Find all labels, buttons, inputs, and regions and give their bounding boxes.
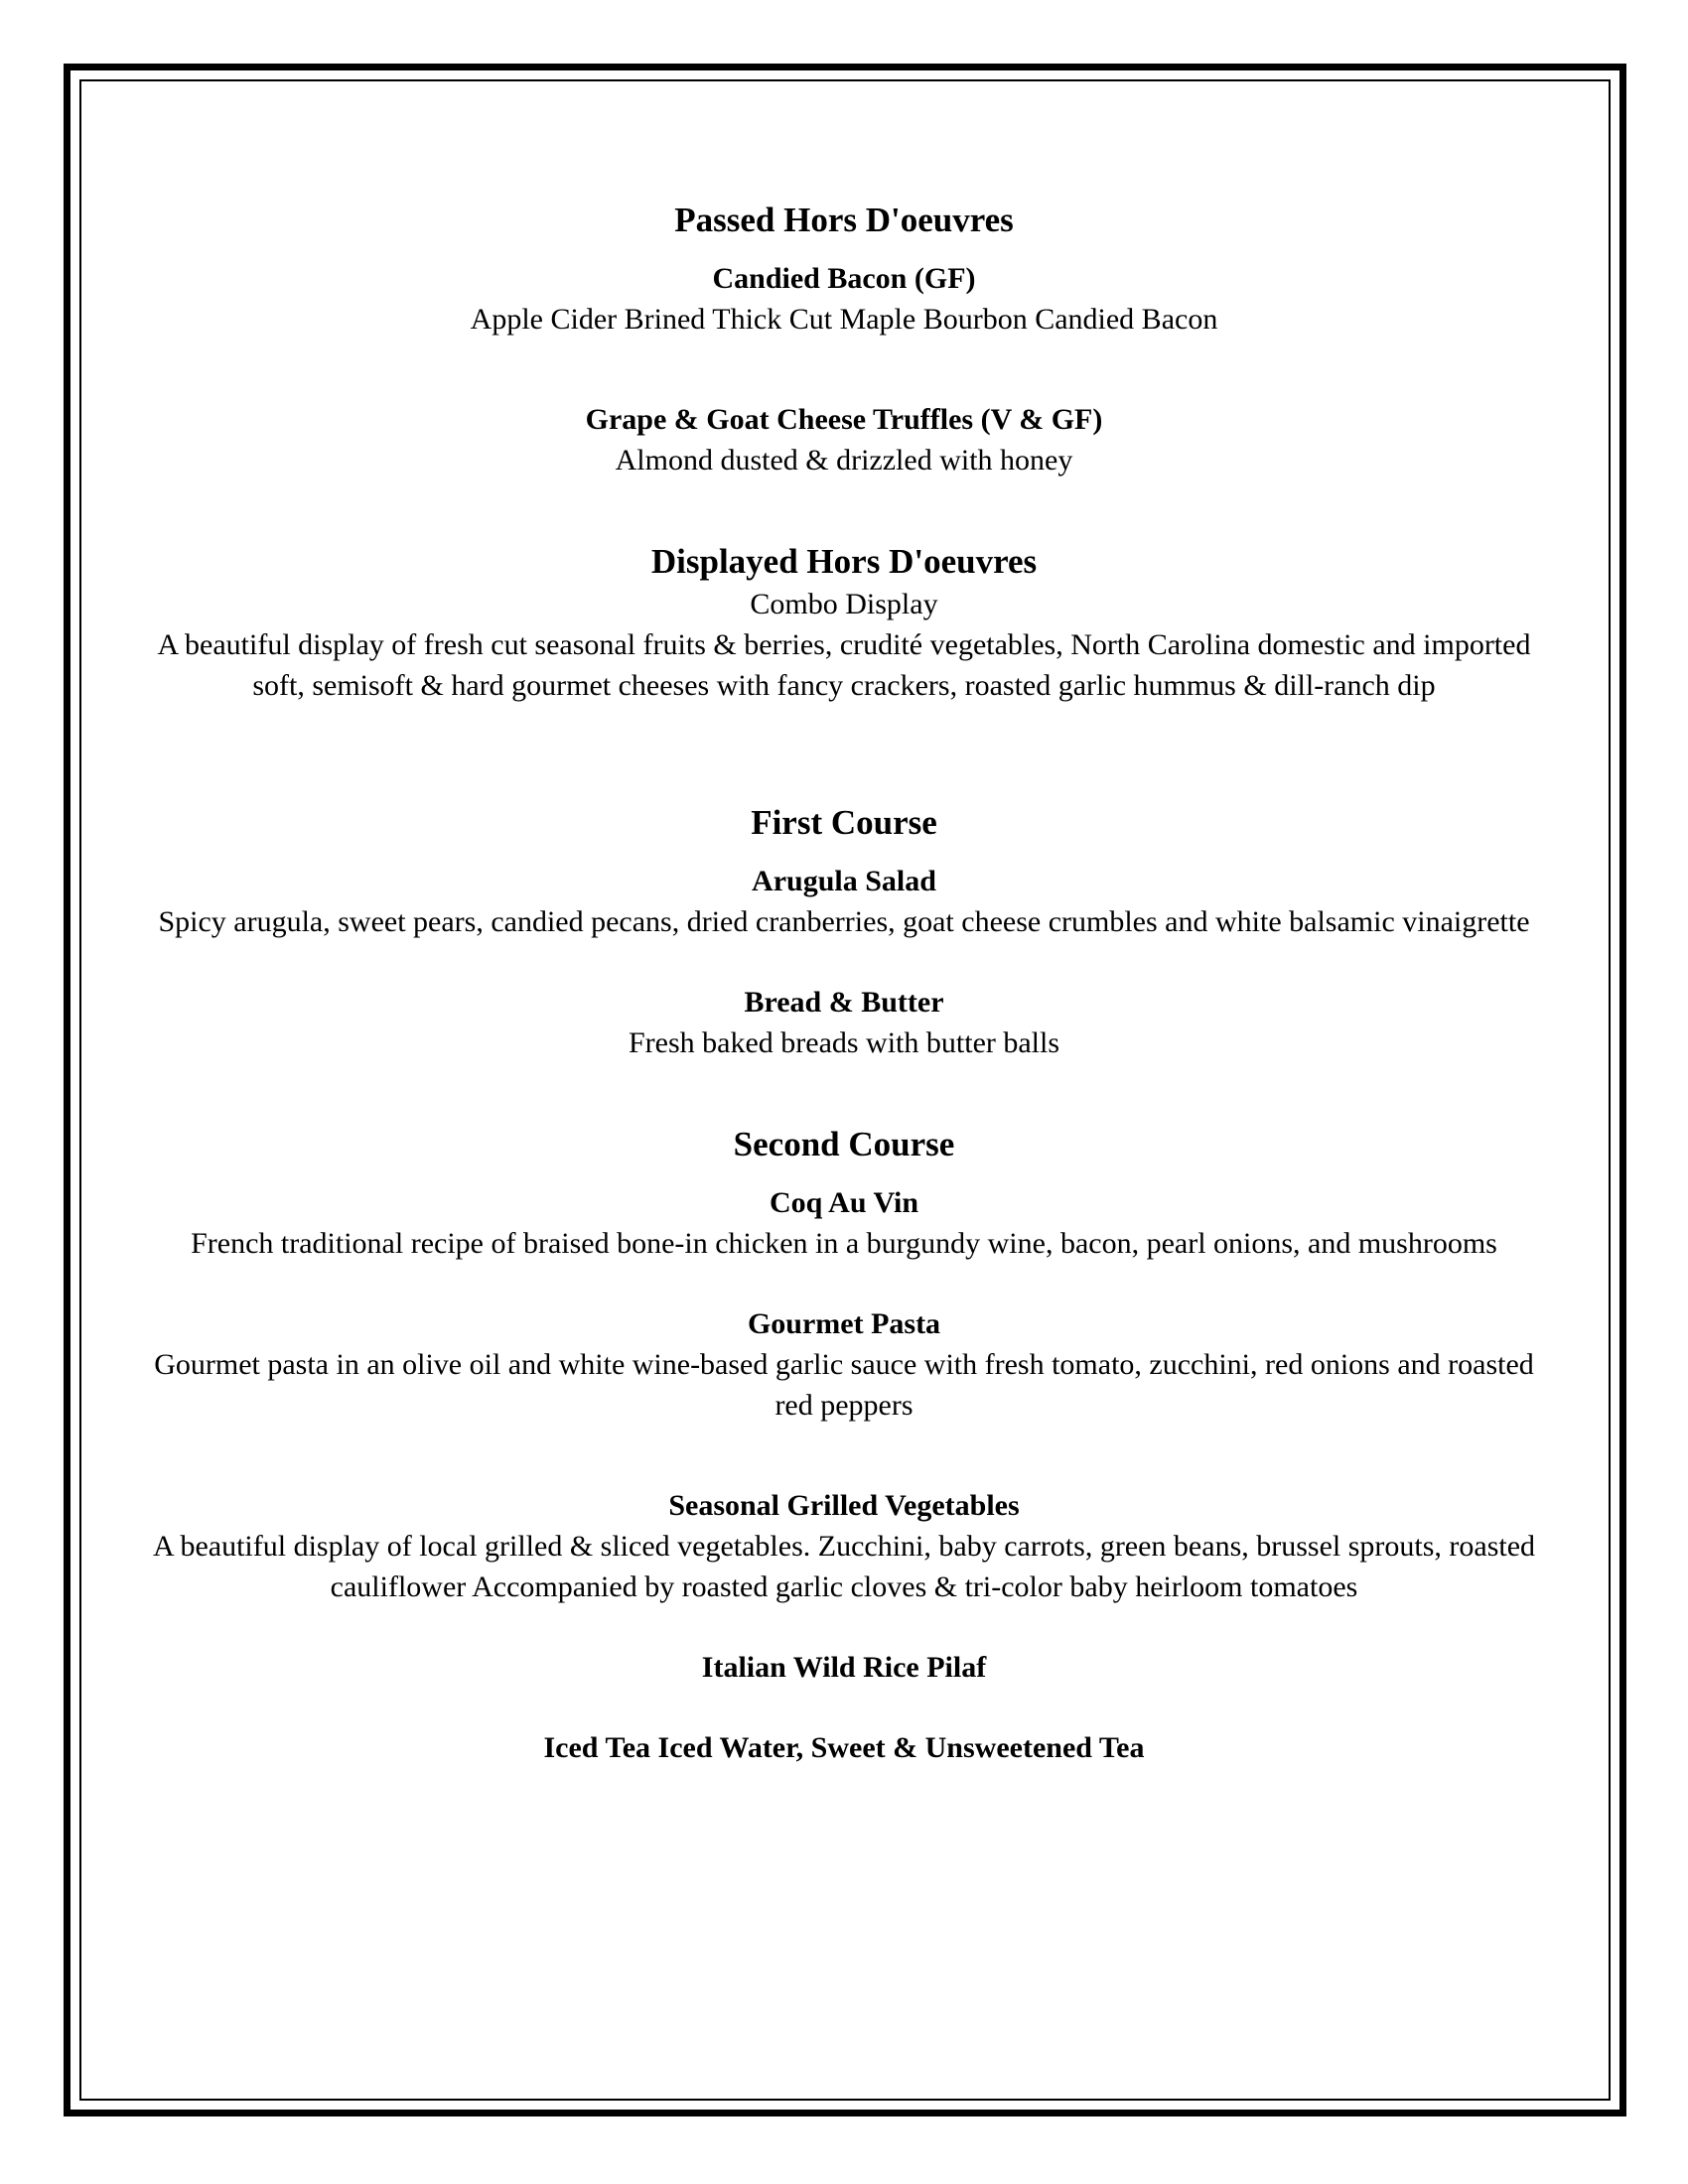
item-desc-bread-butter: Fresh baked breads with butter balls [628, 1026, 1060, 1059]
item-desc-grilled-vegetables: A beautiful display of local grilled & sliced vegetables. Zucchini, baby carrots, green beans, brussel sprouts, roasted cauliflower Accompanied by roasted garlic cloves & tri-color baby heirloom tomatoes [152, 1530, 1536, 1603]
section-heading-passed: Passed Hors D'oeuvres [674, 201, 1014, 239]
section-heading-second-course: Second Course [733, 1125, 955, 1163]
item-title-bread-butter: Bread & Butter [744, 986, 944, 1019]
item-desc-candied-bacon: Apple Cider Brined Thick Cut Maple Bourbon Candied Bacon [470, 303, 1218, 336]
section-heading-first-course: First Course [751, 803, 937, 842]
item-desc-grape-truffles: Almond dusted & drizzled with honey [615, 444, 1073, 477]
item-title-wild-rice-pilaf: Italian Wild Rice Pilaf [701, 1651, 987, 1684]
item-title-coq-au-vin: Coq Au Vin [769, 1186, 919, 1219]
item-title-candied-bacon: Candied Bacon (GF) [712, 262, 976, 295]
section-heading-displayed: Displayed Hors D'oeuvres [650, 542, 1038, 581]
item-title-arugula-salad: Arugula Salad [752, 865, 936, 897]
item-desc-coq-au-vin: French traditional recipe of braised bone-in chicken in a burgundy wine, bacon, pearl onions, and mushrooms [191, 1227, 1497, 1260]
item-title-gourmet-pasta: Gourmet Pasta [747, 1307, 941, 1340]
menu-content [149, 199, 1539, 1768]
item-title-grilled-vegetables: Seasonal Grilled Vegetables [668, 1489, 1020, 1522]
item-desc-arugula-salad: Spicy arugula, sweet pears, candied pecans, dried cranberries, goat cheese crumbles and white balsamic vinaigrette [158, 905, 1530, 938]
item-desc-gourmet-pasta: Gourmet pasta in an olive oil and white wine-based garlic sauce with fresh tomato, zucchini, red onions and roasted red peppers [154, 1348, 1534, 1422]
item-title-grape-truffles: Grape & Goat Cheese Truffles (V & GF) [585, 403, 1103, 436]
item-subtitle-combo-display: Combo Display [750, 588, 938, 620]
item-desc-combo-display: A beautiful display of fresh cut seasonal fruits & berries, crudité vegetables, North Carolina domestic and imported soft, semisoft & hard gourmet cheeses with fancy crackers, roasted garlic hummus & dill-ranch dip [157, 628, 1531, 702]
item-title-iced-tea: Iced Tea Iced Water, Sweet & Unsweetened Tea [543, 1731, 1145, 1764]
